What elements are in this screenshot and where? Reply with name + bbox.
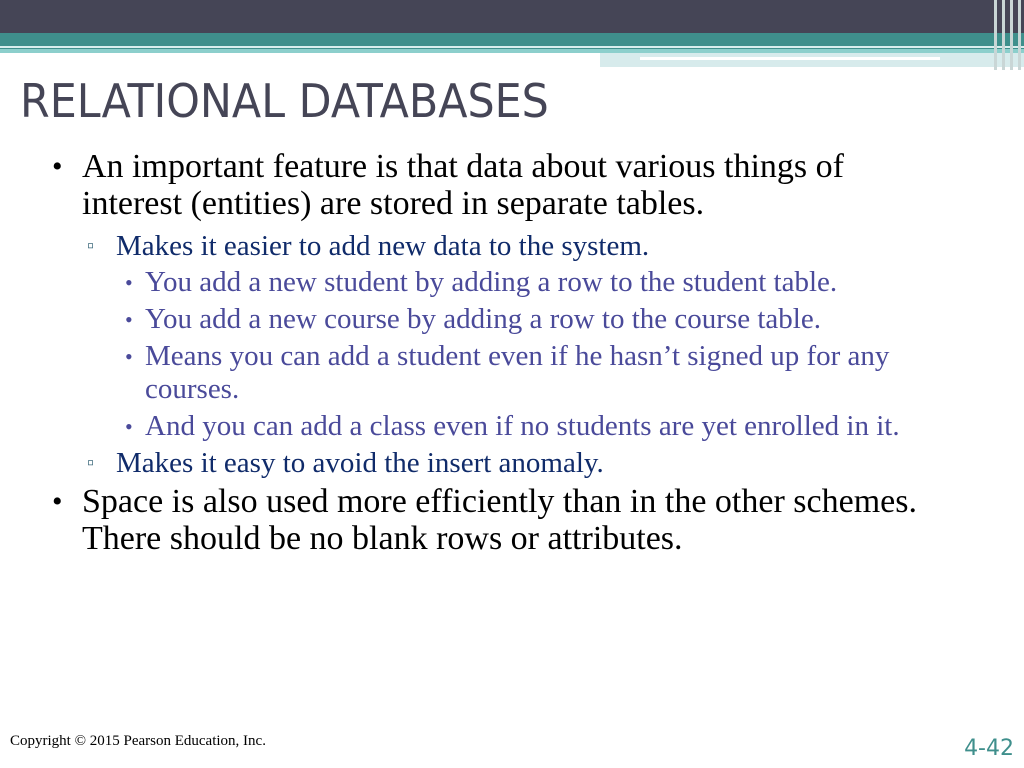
bullet-level3 [0, 266, 945, 299]
bullet-text: You add a new student by adding a row to the student table. [145, 266, 838, 298]
bullet-small-dot-icon: • [125, 270, 133, 295]
copyright-notice: Copyright © 2015 Pearson Education, Inc. [10, 733, 266, 749]
bullet-text: Makes it easy to avoid the insert anomaly. [116, 447, 604, 479]
bullet-text: Means you can add a student even if he hasn’t signed up for any courses. [145, 340, 890, 405]
header-band-pale-line [640, 57, 940, 60]
bullet-level2 [0, 230, 946, 262]
bullet-text: An important feature is that data about various things of interest (entities) are stored in separate tables. [82, 148, 844, 222]
bullet-text: Space is also used more efficiently than in the other schemes. There should be no blank rows or attributes. [82, 483, 917, 557]
bullet-level3 [0, 410, 945, 443]
bullet-dot-icon: • [52, 485, 63, 518]
header-vertical-stripes [990, 0, 1024, 70]
bullet-small-dot-icon: • [125, 414, 133, 439]
header-band-highlight [0, 46, 1024, 48]
bullet-level1 [0, 148, 952, 222]
bullet-square-icon: ▫ [87, 452, 95, 474]
bullet-text: Makes it easier to add new data to the system. [116, 230, 650, 262]
header-band-dark [0, 0, 1024, 33]
bullet-text: You add a new course by adding a row to the course table. [145, 303, 821, 335]
slide-content [0, 148, 1024, 557]
slide-number: 4-42 [964, 736, 1014, 761]
bullet-level1 [0, 483, 952, 557]
bullet-small-dot-icon: • [125, 344, 133, 369]
bullet-level3 [0, 340, 945, 406]
bullet-text: And you can add a class even if no students are yet enrolled in it. [145, 410, 900, 442]
header-band-pale [600, 53, 1024, 67]
bullet-level2 [0, 447, 946, 479]
bullet-level3 [0, 303, 945, 336]
bullet-square-icon: ▫ [87, 235, 95, 257]
bullet-small-dot-icon: • [125, 307, 133, 332]
bullet-dot-icon: • [52, 150, 63, 183]
slide-title: RELATIONAL DATABASES [20, 74, 549, 128]
